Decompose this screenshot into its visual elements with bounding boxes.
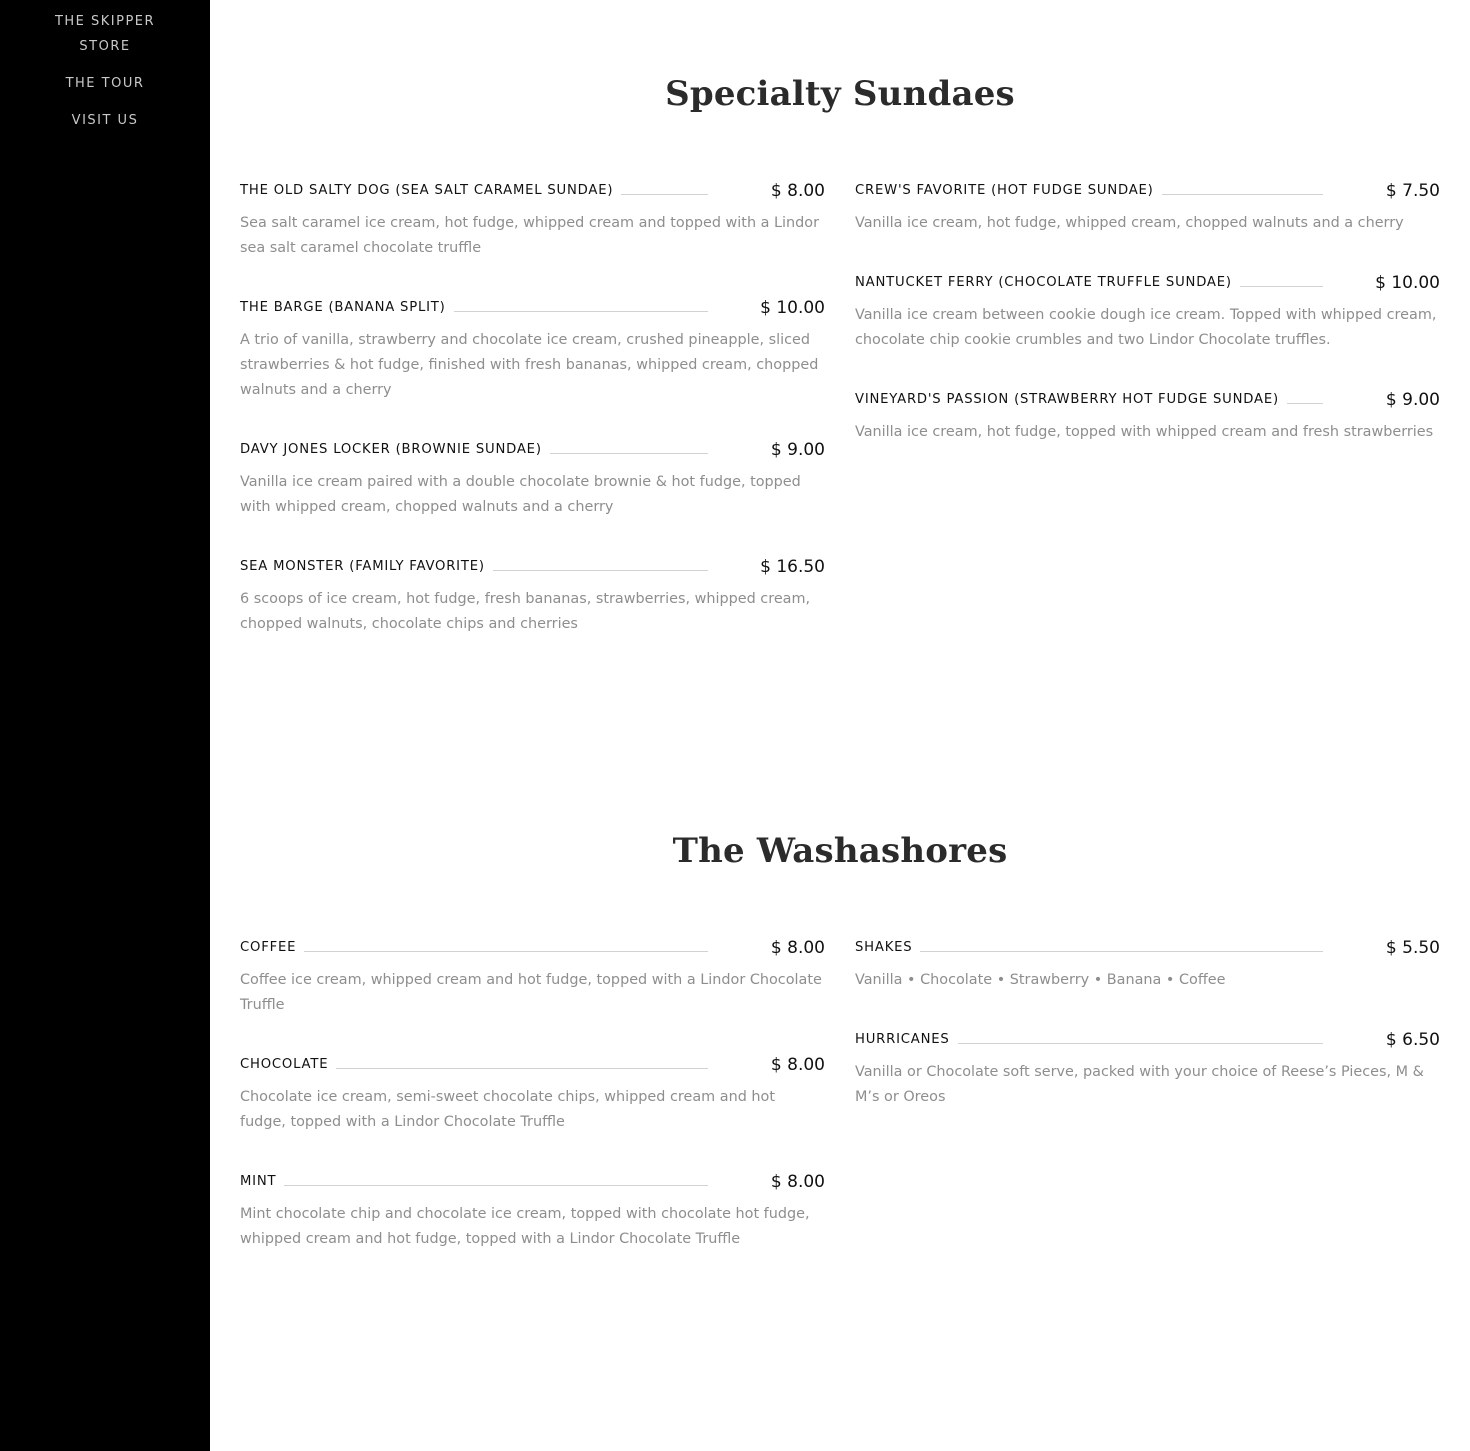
nav-link-the-tour[interactable]: THE TOUR xyxy=(65,76,145,91)
menu-column-left xyxy=(240,936,825,1287)
menu-item-price: $ 16.50 xyxy=(760,557,825,577)
menu-item-name: SHAKES xyxy=(855,939,920,957)
menu-item-header xyxy=(240,555,825,587)
menu-item xyxy=(240,296,825,403)
nav-item-visit-us xyxy=(0,108,210,145)
menu-item xyxy=(855,179,1440,236)
menu-item-description: Vanilla or Chocolate soft serve, packed with your choice of Reese’s Pieces, M & M’s or Oreos xyxy=(855,1064,1424,1105)
menu-item-price: $ 9.00 xyxy=(1385,390,1440,410)
menu-item-name: THE OLD SALTY DOG (SEA SALT CARAMEL SUNDAE) xyxy=(240,182,621,200)
menu-item-description: Sea salt caramel ice cream, hot fudge, whipped cream and topped with a Lindor sea salt caramel chocolate truffle xyxy=(240,215,820,256)
menu-item-price: $ 8.00 xyxy=(770,938,825,958)
nav-link-visit-us[interactable]: VISIT US xyxy=(71,113,139,128)
leader-line xyxy=(240,951,708,952)
menu-item-header xyxy=(240,1053,825,1085)
nav-item-the-tour xyxy=(0,71,210,108)
menu-item-header xyxy=(240,1170,825,1202)
menu-section-specialty-sundaes xyxy=(210,74,1470,632)
menu-item-price: $ 7.50 xyxy=(1385,181,1440,201)
menu-item xyxy=(855,1028,1440,1110)
menu-item-price: $ 10.00 xyxy=(1375,273,1440,293)
menu-item xyxy=(240,1053,825,1135)
menu-item xyxy=(240,936,825,1018)
menu-item-price: $ 5.50 xyxy=(1385,938,1440,958)
menu-item-description: Vanilla ice cream, hot fudge, whipped cream, chopped walnuts and a cherry xyxy=(855,215,1404,231)
menu-column-right xyxy=(855,936,1440,1145)
menu-item xyxy=(855,271,1440,353)
menu-item-header xyxy=(240,438,825,470)
section-title: Specialty Sundaes xyxy=(665,74,1015,114)
menu-section-washashores xyxy=(210,831,1470,1247)
sidebar-nav xyxy=(0,0,210,1451)
menu-item-price: $ 10.00 xyxy=(760,298,825,318)
menu-item xyxy=(240,438,825,520)
menu-item-description: Mint chocolate chip and chocolate ice cream, topped with chocolate hot fudge, whipped cream and hot fudge, topped with a Lindor Chocolate Truffle xyxy=(240,1206,810,1247)
menu-item xyxy=(240,1170,825,1252)
menu-item xyxy=(240,555,825,637)
menu-item-name: DAVY JONES LOCKER (BROWNIE SUNDAE) xyxy=(240,441,550,459)
menu-item xyxy=(855,936,1440,993)
menu-column-right xyxy=(855,179,1440,480)
menu-item xyxy=(855,388,1440,445)
section-title: The Washashores xyxy=(672,831,1008,871)
menu-item-name: SEA MONSTER (FAMILY FAVORITE) xyxy=(240,558,493,576)
menu-column-left xyxy=(240,179,825,672)
menu-item-header xyxy=(240,936,825,968)
menu-item-price: $ 8.00 xyxy=(770,181,825,201)
menu-item-price: $ 6.50 xyxy=(1385,1030,1440,1050)
menu-item-name: CREW'S FAVORITE (HOT FUDGE SUNDAE) xyxy=(855,182,1162,200)
menu-item-description: Vanilla ice cream, hot fudge, topped with whipped cream and fresh strawberries xyxy=(855,424,1434,440)
menu-item-header xyxy=(855,179,1440,211)
menu-item-description: Vanilla • Chocolate • Strawberry • Banana • Coffee xyxy=(855,972,1226,988)
menu-item-header xyxy=(855,936,1440,968)
menu-item-name: CHOCOLATE xyxy=(240,1056,336,1074)
menu-item-description: A trio of vanilla, strawberry and chocolate ice cream, crushed pineapple, sliced strawberries & hot fudge, finished with fresh bananas, whipped cream, chopped walnuts and a cherry xyxy=(240,332,819,398)
menu-content xyxy=(210,0,1470,1451)
nav-link-skipper-store[interactable]: THE SKIPPER STORE xyxy=(54,14,156,54)
menu-item xyxy=(240,179,825,261)
menu-item-description: Vanilla ice cream between cookie dough ice cream. Topped with whipped cream, chocolate chip cookie crumbles and two Lindor Chocolate truffles. xyxy=(855,307,1437,348)
menu-item-header xyxy=(855,271,1440,303)
menu-item-description: 6 scoops of ice cream, hot fudge, fresh bananas, strawberries, whipped cream, chopped walnuts, chocolate chips and cherries xyxy=(240,591,811,632)
menu-item-name: THE BARGE (BANANA SPLIT) xyxy=(240,299,454,317)
menu-item-header xyxy=(240,179,825,211)
menu-item-price: $ 9.00 xyxy=(770,440,825,460)
menu-item-name: HURRICANES xyxy=(855,1031,958,1049)
menu-item-price: $ 8.00 xyxy=(770,1055,825,1075)
menu-item-description: Chocolate ice cream, semi-sweet chocolate chips, whipped cream and hot fudge, topped with a Lindor Chocolate Truffle xyxy=(240,1089,775,1130)
menu-item-name: VINEYARD'S PASSION (STRAWBERRY HOT FUDGE SUNDAE) xyxy=(855,391,1287,409)
nav-item-skipper-store xyxy=(0,9,210,71)
leader-line xyxy=(855,951,1323,952)
menu-item-header xyxy=(855,388,1440,420)
menu-item-name: NANTUCKET FERRY (CHOCOLATE TRUFFLE SUNDAE) xyxy=(855,274,1240,292)
menu-item-description: Coffee ice cream, whipped cream and hot fudge, topped with a Lindor Chocolate Truffle xyxy=(240,972,822,1013)
menu-item-name: COFFEE xyxy=(240,939,304,957)
menu-item-name: MINT xyxy=(240,1173,284,1191)
menu-item-header xyxy=(855,1028,1440,1060)
menu-item-description: Vanilla ice cream paired with a double chocolate brownie & hot fudge, topped with whipped cream, chopped walnuts and a cherry xyxy=(240,474,801,515)
menu-item-price: $ 8.00 xyxy=(770,1172,825,1192)
menu-item-header xyxy=(240,296,825,328)
leader-line xyxy=(240,1185,708,1186)
